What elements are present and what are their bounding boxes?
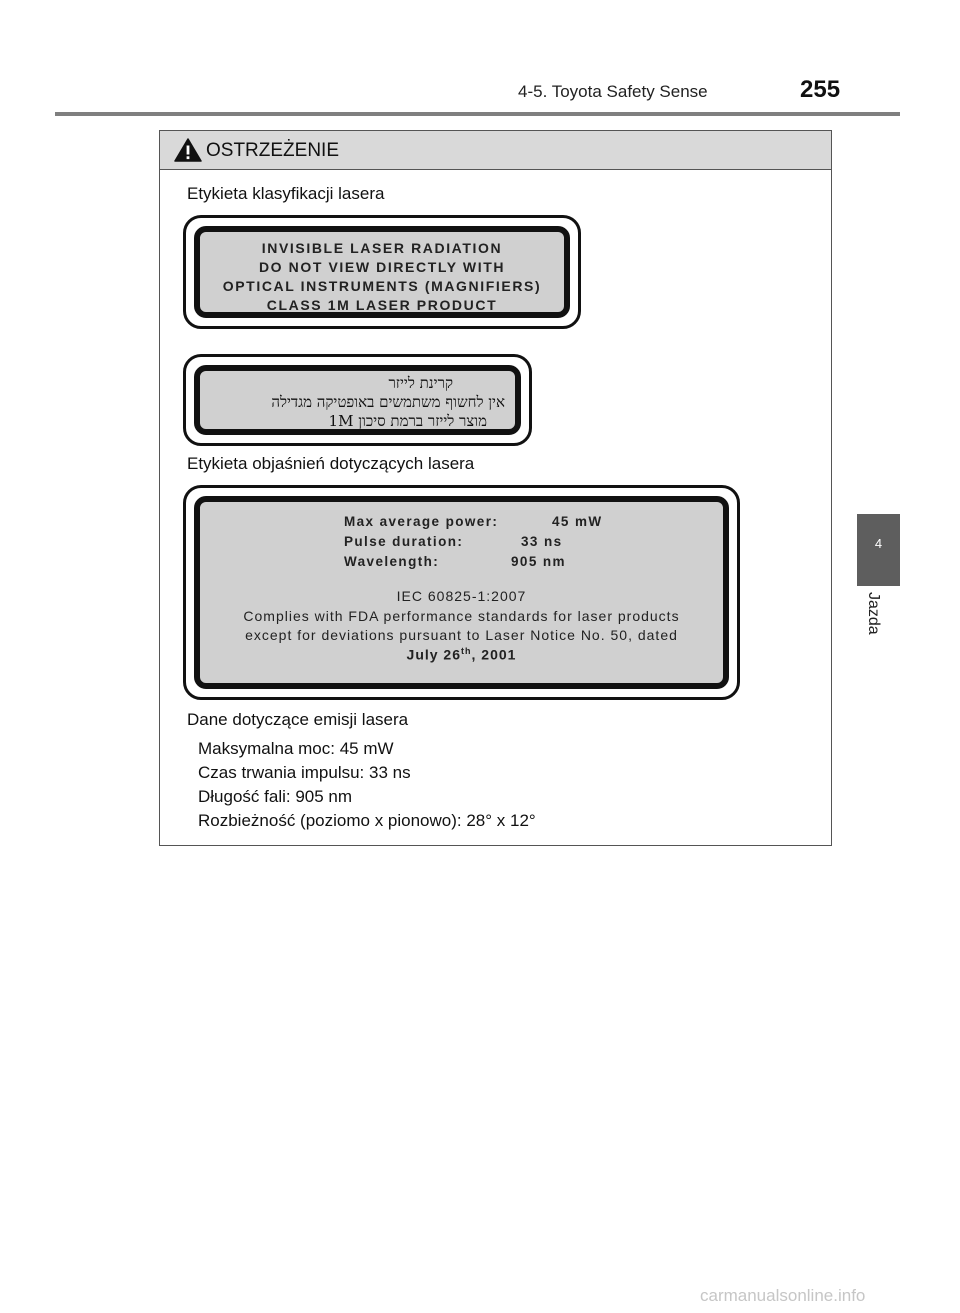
spec-value: 45 mW [552,514,603,529]
fda-date: July 26th, 2001 [406,646,517,663]
warning-triangle-icon [174,138,202,162]
chapter-tab [857,514,900,586]
watermark: carmanualsonline.info [700,1286,866,1305]
caption-classification: Etykieta klasyfikacji lasera [187,184,385,203]
fda-line: Complies with FDA performance standards for laser products [243,608,680,624]
warning-title: OSTRZEŻENIE [206,140,340,161]
chapter-label: Jazda [865,592,882,635]
warning-header [160,131,831,170]
emission-line: Czas trwania impulsu: 33 ns [198,763,411,782]
emission-line: Maksymalna moc: 45 mW [198,739,394,758]
label-line: DO NOT VIEW DIRECTLY WITH [258,259,506,275]
section-title: 4-5. Toyota Safety Sense [518,82,708,101]
label-line: CLASS 1M LASER PRODUCT [266,297,498,313]
hebrew-line: מוצר לייזר ברמת סיכון 1M [328,412,487,430]
spec-name: Pulse duration: [344,534,464,549]
warning-box [159,130,832,846]
hebrew-line: אין לחשוף משתמשים באופטיקה מגדילה [271,393,505,411]
hebrew-line: קרינת לייזר [388,374,453,392]
fda-line: except for deviations pursuant to Laser Notice No. 50, dated [245,627,678,643]
classification-label-english [183,215,581,329]
chapter-number: 4 [874,536,883,551]
standard-code: IEC 60825-1:2007 [396,588,527,604]
spec-name: Wavelength: [344,554,440,569]
emission-title: Dane dotyczące emisji lasera [187,710,409,729]
spec-name: Max average power: [344,514,499,529]
label-line: OPTICAL INSTRUMENTS (MAGNIFIERS) [222,278,542,294]
explanatory-label [183,485,740,700]
emission-line: Długość fali: 905 nm [198,787,353,806]
classification-label-hebrew [183,354,532,446]
caption-explanatory: Etykieta objaśnień dotyczących lasera [187,454,475,473]
label-line: INVISIBLE LASER RADIATION [261,240,503,256]
header-divider [55,112,900,116]
spec-value: 905 nm [511,554,566,569]
emission-line: Rozbieżność (poziomo x pionowo): 28° x 12° [198,811,536,830]
spec-value: 33 ns [521,534,563,549]
page-number: 255 [800,76,841,103]
